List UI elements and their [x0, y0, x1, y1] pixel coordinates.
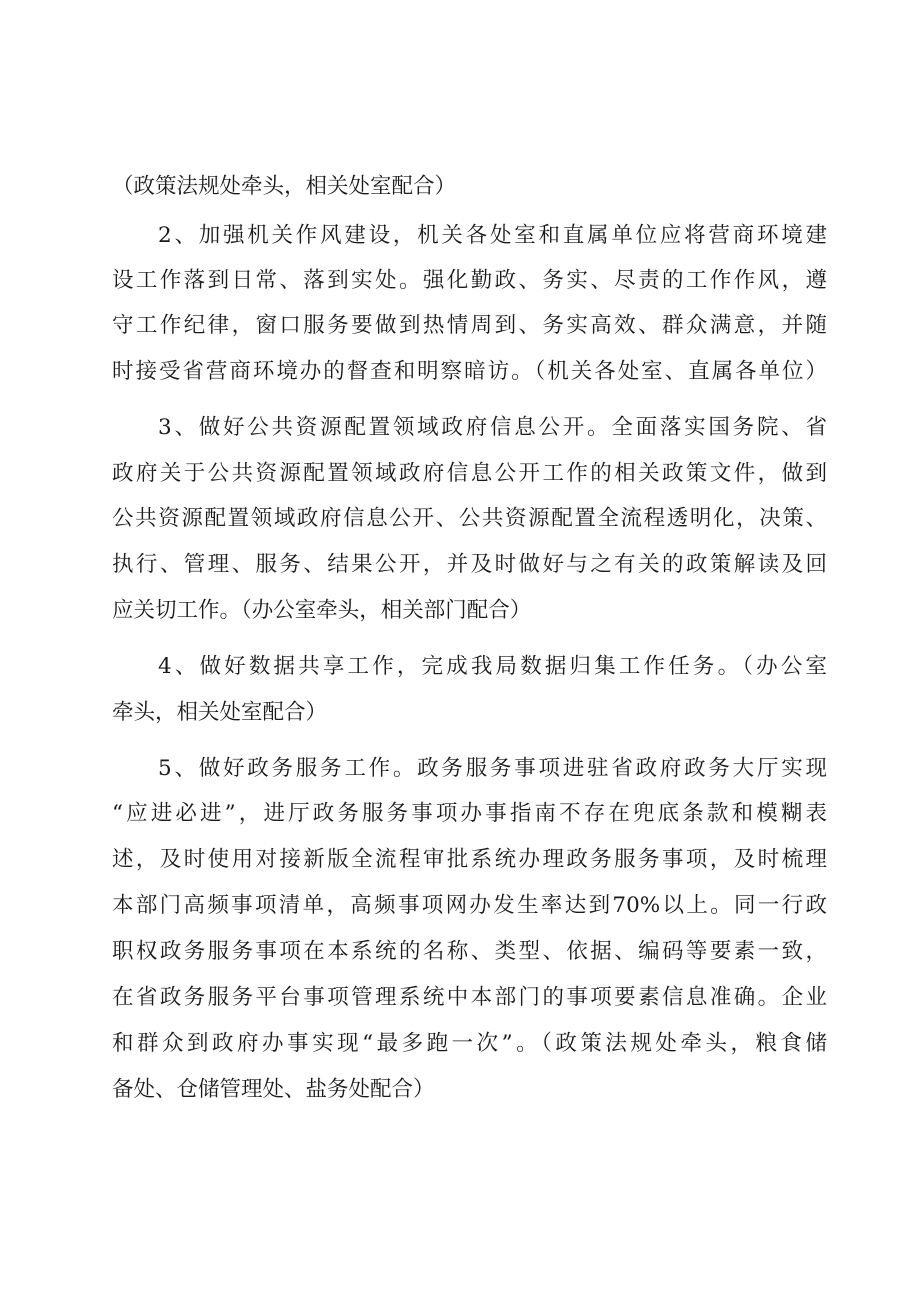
text-line-8: 公共资源配置领域政府信息公开、公共资源配置全流程透明化，决策、: [112, 506, 827, 531]
text-line-17: 职权政务服务事项在本系统的名称、类型、依据、编码等要素一致，: [112, 939, 827, 964]
text-line-19: 和群众到政府办事实现“最多跑一次”。（政策法规处牵头，粮食储: [112, 1031, 827, 1056]
text-line-10: 应关切工作。（办公室牵头，相关部门配合）: [112, 598, 532, 623]
text-line-7: 政府关于公共资源配置领域政府信息公开工作的相关政策文件，做到: [112, 461, 827, 486]
text-line-9: 执行、管理、服务、结果公开，并及时做好与之有关的政策解读及回: [112, 552, 827, 577]
text-line-18: 在省政务服务平台事项管理系统中本部门的事项要素信息准确。企业: [112, 985, 827, 1010]
text-line-4: 守工作纪律，窗口服务要做到热情周到、务实高效、群众满意，并随: [112, 313, 827, 338]
text-line-6: 3、做好公共资源配置领域政府信息公开。全面落实国务院、省: [158, 415, 827, 440]
text-line-15: 述，及时使用对接新版全流程审批系统办理政务服务事项，及时梳理: [112, 847, 827, 872]
text-line-16: 本部门高频事项清单，高频事项网办发生率达到70%以上。同一行政: [112, 893, 827, 918]
text-line-11: 4、做好数据共享工作，完成我局数据归集工作任务。（办公室: [158, 654, 827, 679]
text-line-1: （政策法规处牵头，相关处室配合）: [112, 174, 457, 199]
text-line-2: 2、加强机关作风建设，机关各处室和直属单位应将营商环境建: [158, 223, 827, 248]
text-line-14: “应进必进”，进厅政务服务事项办事指南不存在兜底条款和模糊表: [112, 801, 827, 826]
text-line-20: 备处、仓储管理处、盐务处配合）: [112, 1077, 435, 1102]
text-line-13: 5、做好政务服务工作。政务服务事项进驻省政府政务大厅实现: [158, 756, 827, 781]
text-line-3: 设工作落到日常、落到实处。强化勤政、务实、尽责的工作作风，遵: [112, 268, 827, 293]
text-line-5: 时接受省营商环境办的督查和明察暗访。（机关各处室、直属各单位）: [112, 359, 827, 384]
text-line-12: 牵头，相关处室配合）: [112, 700, 328, 725]
